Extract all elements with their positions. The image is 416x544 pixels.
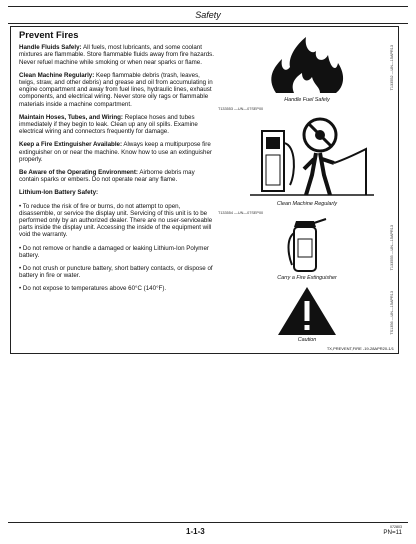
frame-footer-id: TX,PREVENT,FIRE -19-28APR20-1/1 [326, 346, 394, 351]
section-title: Prevent Fires [19, 29, 79, 40]
battery-item: • To reduce the risk of fire or burns, do not attempt to open, disassemble, or service the display unit. Servicing of this unit is to be performed only by an authorized dealer. There are no user-serviceable parts inside the display unit. Accessing the inside of the equipment will void the warranty. [19, 202, 213, 239]
footer-rule [8, 522, 408, 523]
battery-item: • Do not crush or puncture battery, short battery contacts, or dispose of battery in fire or water. [19, 265, 213, 280]
battery-item: • Do not expose to temperatures above 60°C (140°F). [19, 285, 167, 293]
cleaning-illustration [216, 113, 398, 197]
running-header: Safety [8, 6, 408, 24]
image-column [216, 27, 398, 353]
battery-item: • Do not remove or handle a damaged or leaking Lithium-Ion Polymer battery. [19, 244, 209, 259]
footer-right [383, 525, 402, 536]
fig-extinguisher-side-id: T133555 —UN—15APR13 [390, 225, 394, 271]
footer-code: 072803 [390, 525, 402, 529]
caution-triangle-icon [216, 285, 398, 337]
caption-clean: Clean Machine Regularly [276, 201, 338, 207]
fire-extinguisher-icon [216, 215, 398, 273]
caption-caution: Caution [297, 337, 317, 343]
para-fluids: Handle Fluids Safely: All fuels, most lubricants, and some coolant mixtures are flammable. Store flammable fluids away from fire hazards. Never refuel machine while smoking or when near sparks or flame. [19, 44, 214, 66]
para-battery-heading: Lithium-Ion Battery Safety: [19, 189, 99, 197]
fig-fire-side-id: T133552 —UN—15APR13 [390, 45, 394, 91]
caption-extinguisher: Carry a Fire Extinguisher [277, 275, 337, 281]
para-hoses: Maintain Hoses, Tubes, and Wiring: Replace hoses and tubes immediately if they begin to leak. Clean up any oil spills. Examine electrical wiring and connectors frequently for damage. [19, 113, 198, 136]
fig-caution-side-id: TS1356 —UN—15APR13 [390, 291, 394, 335]
caption-fuel: Handle Fuel Safely [284, 97, 330, 103]
footer-pn: PN=11 [383, 529, 402, 536]
fig-clean-id: T133554 —UN—07SEP00 [218, 211, 264, 215]
para-clean: Clean Machine Regularly: Keep flammable debris (trash, leaves, twigs, straw, and other debris) and grease and oil from accumulating in engine compartment and away from fuel lines, hydraulic lines, exhaust components, and electrical wiring. Never store oily rags or flammable materials inside a machine compartment. [19, 71, 213, 108]
page-number: 1-1-3 [186, 527, 205, 536]
para-extinguisher: Keep a Fire Extinguisher Available: Always keep a multipurpose fire extinguisher on or near the machine. Know how to use an extinguisher properly. [19, 141, 212, 163]
text-column [19, 31, 215, 299]
content-frame [10, 26, 399, 354]
flame-icon [216, 33, 398, 95]
fig-fire-id: T133553 —UN—07SEP00 [218, 107, 264, 111]
para-environment: Be Aware of the Operating Environment: Airborne debris may contain sparks or embers. Do not operate near any flame. [19, 169, 195, 184]
